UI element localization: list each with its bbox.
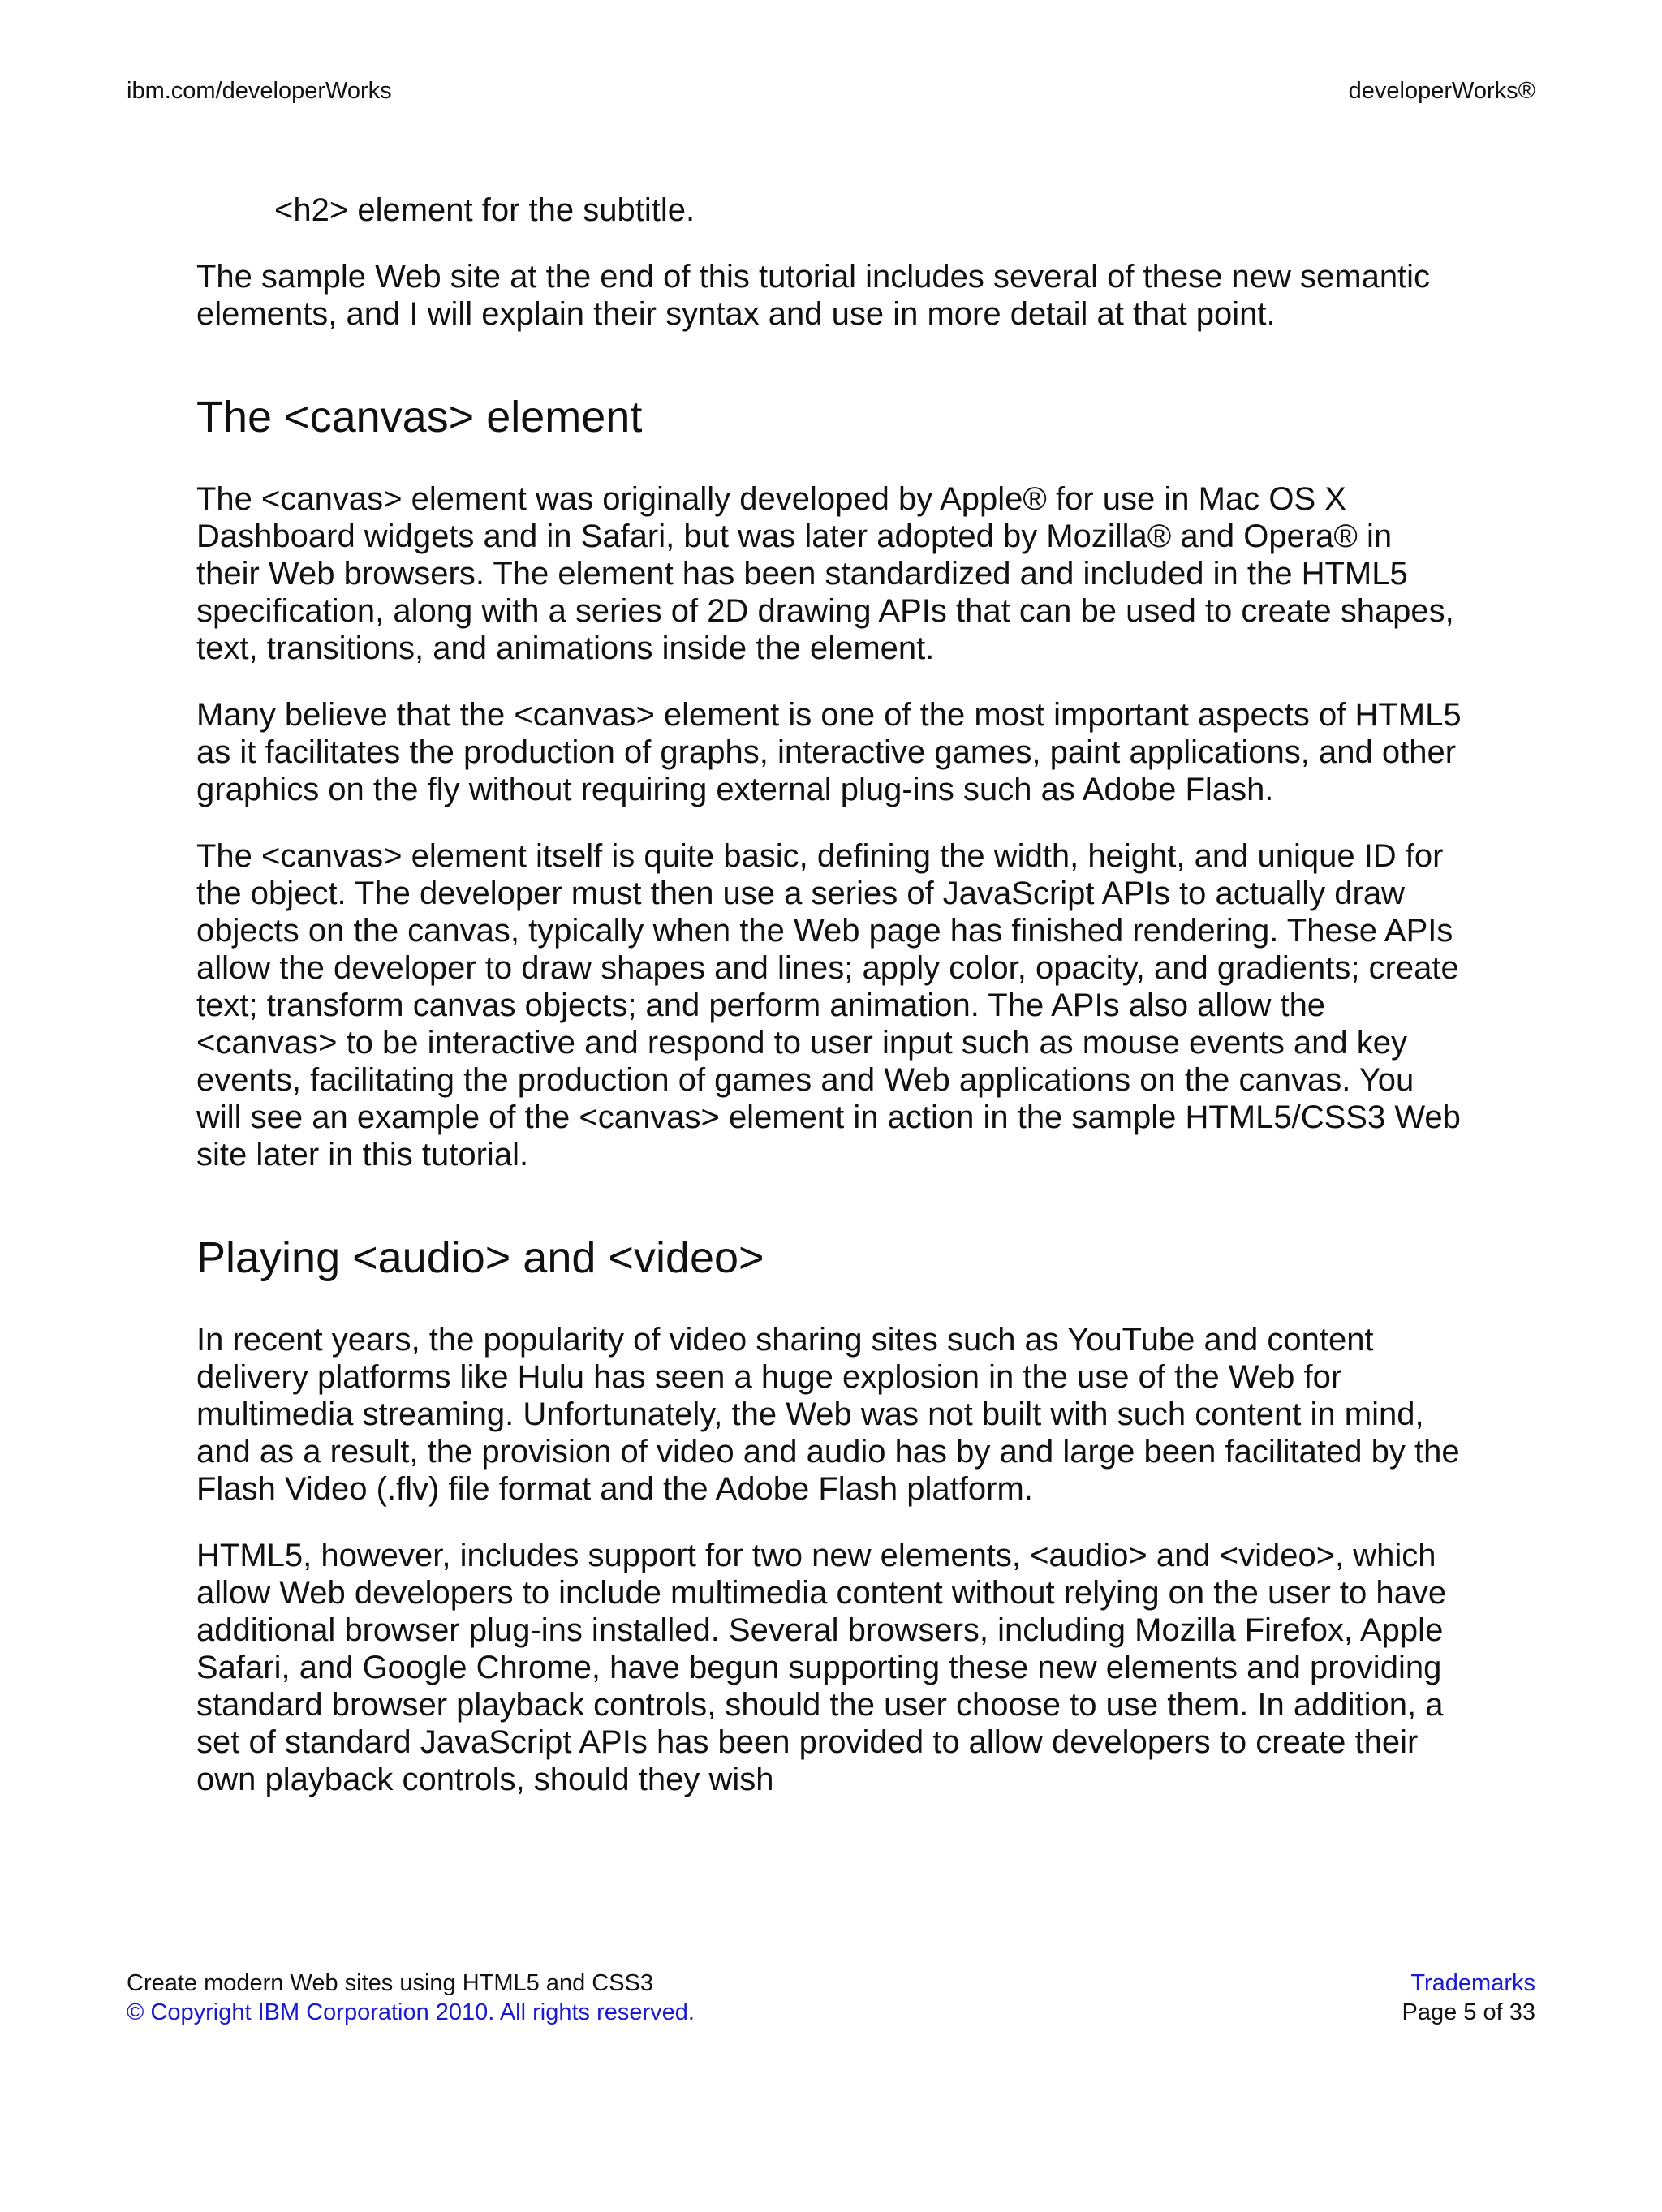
media-paragraph-2: HTML5, however, includes support for two new elements, <audio> and <video>, which allow Web developers to include multimedia content without relying on the user to have additional browser plug-ins installed. Several browsers, including Mozilla Firefox, Apple Safari, and Google Chrome, have begun supporting these new elements and providing standard browser playback controls, should the user choose to use them. In addition, a set of standard JavaScript APIs has been provided to allow developers to create their own playback controls, should they wish <box>196 1538 1447 1797</box>
canvas-paragraph-2: Many believe that the <canvas> element is one of the most important aspects of HTML5 as it facilitates the production of graphs, interactive games, paint applications, and other graphics on the fly without requiring external plug-ins such as Adobe Flash. <box>196 697 1462 807</box>
header-brand: developerWorks® <box>1348 78 1535 104</box>
lead-line: <h2> element for the subtitle. <box>274 192 695 228</box>
canvas-paragraph-3: The <canvas> element itself is quite basic, defining the width, height, and unique ID for the object. The developer must then use a series of JavaScript APIs to actually draw objects on the canvas, typically when the Web page has finished rendering. These APIs allow the developer to draw shapes and lines; apply color, opacity, and gradients; create text; transform canvas objects; and perform animation. The APIs also allow the <canvas> to be interactive and respond to user input such as mouse events and key events, facilitating the production of games and Web applications on the canvas. You will see an example of the <canvas> element in action in the sample HTML5/CSS3 Web site later in this tutorial. <box>196 838 1461 1173</box>
section-heading-media: Playing <audio> and <video> <box>196 1233 764 1282</box>
document-body <box>196 192 1462 1798</box>
trademarks-link[interactable]: Trademarks <box>1410 1970 1535 1996</box>
page-number: Page 5 of 33 <box>1402 1999 1535 2025</box>
canvas-paragraph-1: The <canvas> element was originally developed by Apple® for use in Mac OS X Dashboard widgets and in Safari, but was later adopted by Mozilla® and Opera® in their Web browsers. The element has been standardized and included in the HTML5 specification, along with a series of 2D drawing APIs that can be used to create shapes, text, transitions, and animations inside the element. <box>196 481 1454 666</box>
copyright-link[interactable]: © Copyright IBM Corporation 2010. All rights reserved. <box>127 1999 695 2025</box>
header-site-url: ibm.com/developerWorks <box>127 78 392 104</box>
running-header <box>127 75 1535 107</box>
section-heading-canvas: The <canvas> element <box>196 393 643 441</box>
running-footer <box>127 1969 1535 2027</box>
intro-paragraph: The sample Web site at the end of this tutorial includes several of these new semantic elements, and I will explain their syntax and use in more detail at that point. <box>196 259 1431 332</box>
footer-document-title: Create modern Web sites using HTML5 and CSS3 <box>127 1970 654 1996</box>
media-paragraph-1: In recent years, the popularity of video sharing sites such as YouTube and content delivery platforms like Hulu has seen a huge explosion in the use of the Web for multimedia streaming. Unfortunately, the Web was not built with such content in mind, and as a result, the provision of video and audio has by and large been facilitated by the Flash Video (.flv) file format and the Adobe Flash platform. <box>196 1322 1460 1507</box>
